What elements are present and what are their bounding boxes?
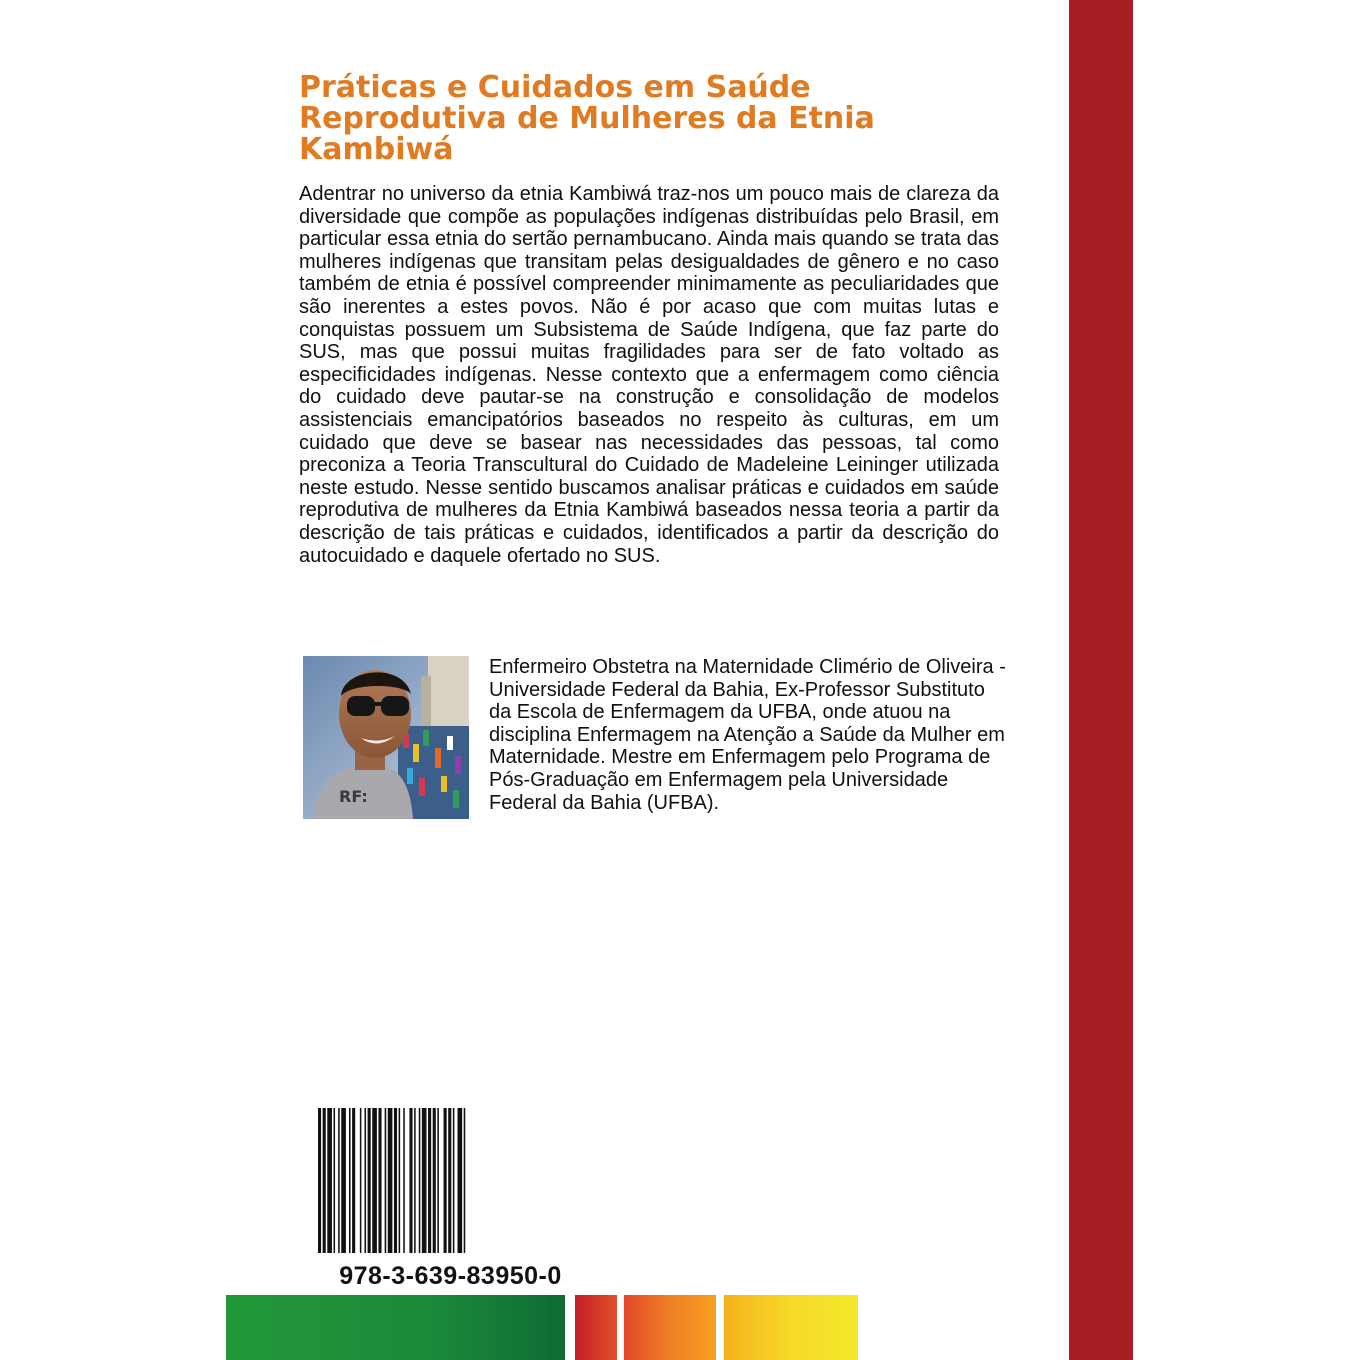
barcode-bar	[403, 1108, 405, 1253]
barcode-bar	[341, 1108, 346, 1253]
color-band-yellow	[724, 1295, 858, 1360]
barcode-bar	[448, 1108, 451, 1253]
barcode-bar	[388, 1108, 393, 1253]
barcode-bar	[414, 1108, 416, 1253]
barcode-bar	[385, 1108, 387, 1253]
barcode-bar	[409, 1108, 412, 1253]
barcode-bar	[419, 1108, 421, 1253]
barcode-bar	[372, 1108, 377, 1253]
barcode-bar	[365, 1108, 367, 1253]
barcode-bar	[334, 1108, 336, 1253]
barcode-bar	[349, 1108, 351, 1253]
barcode-bar	[422, 1108, 427, 1253]
color-band-green	[226, 1295, 565, 1360]
barcode-bar	[453, 1108, 455, 1253]
barcode-bar	[318, 1108, 321, 1253]
shirt-text: RF:	[339, 787, 368, 806]
barcode-bar	[360, 1108, 362, 1253]
barcode-bar	[352, 1108, 355, 1253]
color-band-red	[575, 1295, 617, 1360]
barcode-bar	[433, 1108, 436, 1253]
author-bio: Enfermeiro Obstetra na Maternidade Climério de Oliveira - Universidade Federal da Bahia, Ex-Professor Substituto da Escola de Enfermagem da UFBA, onde atuou na disciplina Enfermagem na Atenção a Saúde da Mulher em Maternidade. Mestre em Enfermagem pelo Programa de Pós-Graduação em Enfermagem pela Universidade Federal da Bahia (UFBA).	[489, 656, 1006, 814]
barcode-bar	[394, 1108, 397, 1253]
book-spine	[1069, 0, 1133, 1360]
isbn-number: 978-3-639-83950-0	[339, 1262, 562, 1290]
book-synopsis: Adentrar no universo da etnia Kambiwá traz-nos um pouco mais de clareza da diversidade que compõe as populações indígenas distribuídas pelo Brasil, em particular essa etnia do sertão pernambucano. Ainda mais quando se trata das mulheres indígenas que transitam pelas desigualdades de gênero e no caso também de etnia é possível compreender minimamente as peculiaridades que são inerentes a estes povos. Não é por acaso que com muitas lutas e conquistas possuem um Subsistema de Saúde Indígena, que faz parte do SUS, mas que possui muitas fragilidades para ser de fato voltado as especificidades indígenas. Nesse contexto que a enfermagem como ciência do cuidado deve pautar-se na construção e consolidação de modelos assistenciais emancipatórios baseados no respeito às culturas, em um cuidado que deve se basear nas necessidades das pessoas, tal como preconiza a Teoria Transcultural do Cuidado de Madeleine Leininger utilizada neste estudo. Nesse sentido buscamos analisar práticas e cuidados em saúde reprodutiva de mulheres da Etnia Kambiwá baseados nessa teoria a partir da descrição de tais práticas e cuidados, identificados a partir da descrição do autocuidado e daquele ofertado no SUS.	[299, 183, 999, 567]
barcode	[318, 1108, 583, 1253]
book-title: Práticas e Cuidados em Saúde Reprodutiva de Mulheres da Etnia Kambiwá	[299, 70, 875, 167]
barcode-bar	[378, 1108, 381, 1253]
barcode-bar	[338, 1108, 340, 1253]
barcode-bar	[428, 1108, 431, 1253]
barcode-bar	[327, 1108, 332, 1253]
barcode-bar	[399, 1108, 401, 1253]
color-band-orange	[624, 1295, 716, 1360]
barcode-bar	[323, 1108, 326, 1253]
author-photo	[303, 656, 469, 819]
barcode-bar	[437, 1108, 439, 1253]
barcode-bar	[464, 1108, 466, 1253]
barcode-bar	[458, 1108, 463, 1253]
barcode-bar	[368, 1108, 371, 1253]
barcode-bar	[444, 1108, 447, 1253]
